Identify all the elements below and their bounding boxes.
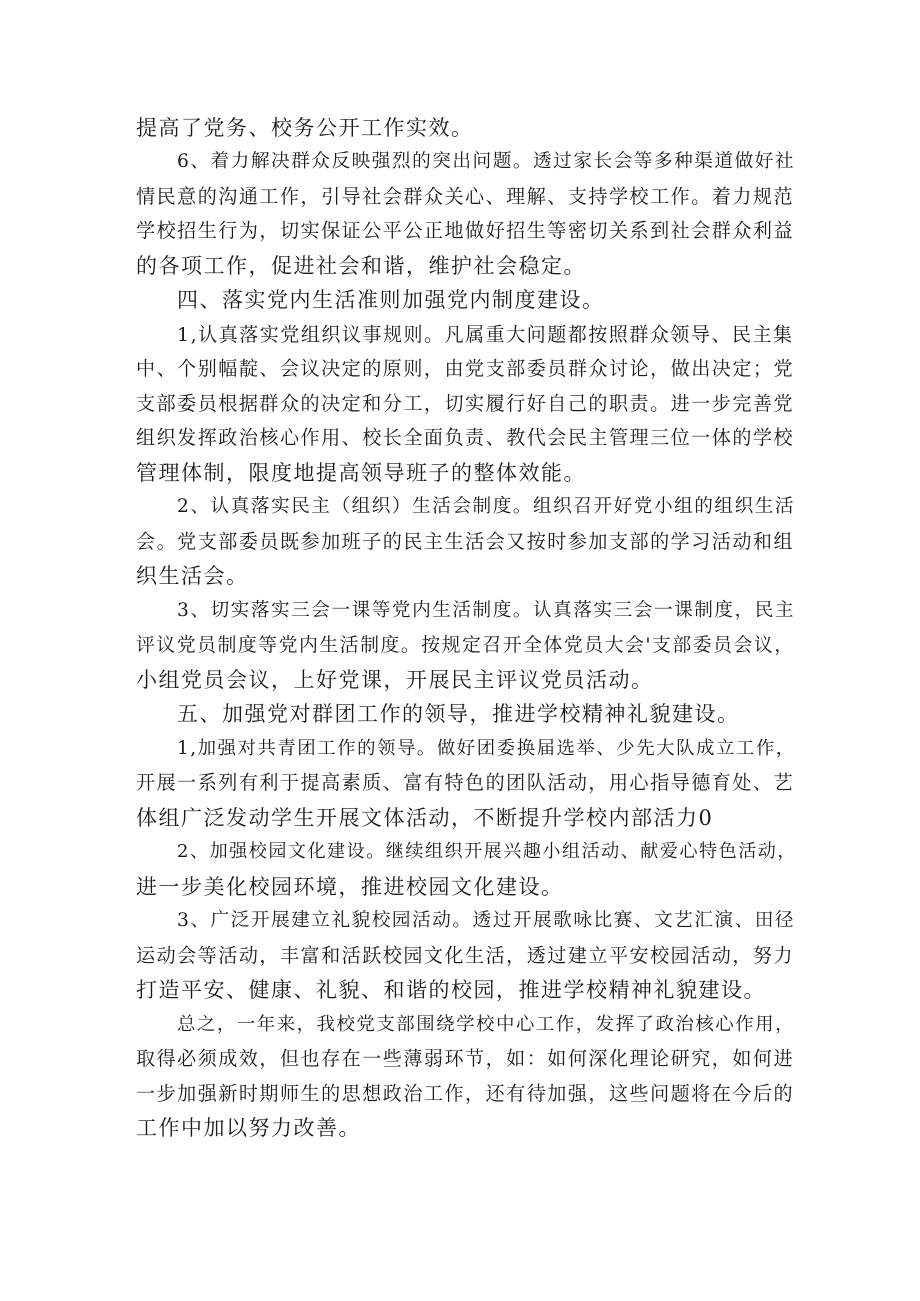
text-line: 打造平安、健康、礼貌、和谐的校园，推进学校精神礼貌建设。	[136, 978, 766, 1002]
section-heading: 四、落实党内生活准则加强党内制度建设。	[177, 288, 605, 312]
text-line: 开展一系列有利于提高素质、富有特色的团队活动，用心指导德育处、艺	[136, 772, 795, 794]
text-line: 6、着力解决群众反映强烈的突出问题。透过家长会等多种渠道做好社	[177, 151, 796, 172]
text-line: 进一步美化校园环境，推进校园文化建设。	[136, 875, 564, 899]
section-heading: 五、加强党对群团工作的领导，推进学校精神礼貌建设。	[177, 702, 740, 726]
text-line: 取得必须成效，但也存在一些薄弱环节，如：如何深化理论研究，如何进	[136, 1048, 795, 1070]
text-line: 运动会等活动，丰富和活跃校园文化生活，透过建立平安校园活动，努力	[136, 945, 795, 967]
text-line: 一步加强新时期师生的思想政治工作，还有待加强，这些问题将在今后的	[136, 1083, 795, 1105]
text-line: 体组广泛发动学生开展文体活动，不断提升学校内部活力0	[136, 806, 714, 830]
text-line: 组织发挥政治核心作用、校长全面负责、教代会民主管理三位一体的学校	[136, 427, 795, 449]
text-line: 学校招生行为，切实保证公平公正地做好招生等密切关系到社会群众利益	[136, 220, 795, 242]
text-line: 评议党员制度等党内生活制度。按规定召开全体党员大会'支部委员会议，	[136, 634, 795, 656]
text-line: 3、切实落实三会一课等党内生活制度。认真落实三会一课制度，民主	[177, 600, 796, 621]
text-line: 1,加强对共青团工作的领导。做好团委换届选举、少先大队成立工作，	[177, 738, 796, 759]
text-line: 小组党员会议，上好党课，开展民主评议党员活动。	[136, 668, 654, 692]
text-line: 总之，一年来，我校党支部围绕学校中心工作，发挥了政治核心作用，	[177, 1014, 796, 1035]
text-line: 管理体制，限度地提高领导班子的整体效能。	[136, 461, 586, 485]
text-line: 2、认真落实民主（组织）生活会制度。组织召开好党小组的组织生活	[177, 496, 796, 517]
text-line: 支部委员根据群众的决定和分工，切实履行好自己的职责。进一步完善党	[136, 393, 795, 415]
text-line: 2、加强校园文化建设。继续组织开展兴趣小组活动、献爱心特色活动，	[177, 841, 797, 862]
text-line: 织生活会。	[136, 564, 249, 588]
text-line: 3、广泛开展建立礼貌校园活动。透过开展歌咏比赛、文艺汇演、田径	[177, 910, 796, 931]
text-line: 提高了党务、校务公开工作实效。	[136, 116, 474, 140]
text-line: 会。党支部委员既参加班子的民主生活会又按时参加支部的学习活动和组	[136, 531, 795, 553]
text-line: 中、个别幅靛、会议决定的原则，由党支部委员群众讨论，做出决定；党	[136, 358, 795, 380]
text-line: 情民意的沟通工作，引导社会群众关心、理解、支持学校工作。着力规范	[136, 186, 795, 208]
text-line: 1,认真落实党组织议事规则。凡属重大问题都按照群众领导、民主集	[177, 324, 794, 346]
text-line: 的各项工作，促进社会和谐，维护社会稳定。	[136, 254, 586, 278]
text-line: 工作中加以努力改善。	[136, 1116, 361, 1140]
